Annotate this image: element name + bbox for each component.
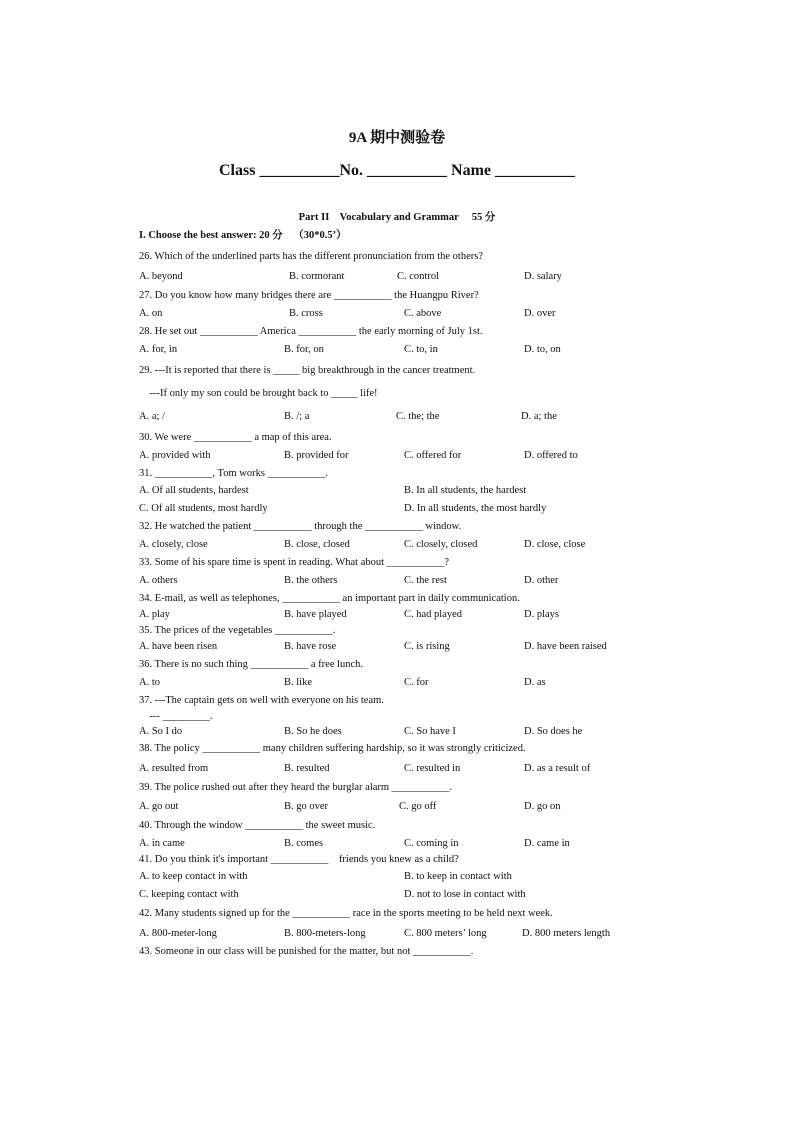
option: B. close, closed [284, 539, 350, 550]
question-stem: 28. He set out ___________ America ___________ the early morning of July 1st. [139, 326, 483, 337]
option: A. have been risen [139, 641, 218, 652]
option: A. others [139, 575, 178, 586]
question-stem: 39. The police rushed out after they heard the burglar alarm ___________. [139, 782, 453, 793]
option: C. for [404, 677, 429, 688]
option: B. cross [289, 308, 323, 319]
question-stem: 34. E-mail, as well as telephones, ___________ an important part in daily communication. [139, 593, 520, 604]
option: B. provided for [284, 450, 349, 461]
option: C. keeping contact with [139, 889, 239, 900]
option: A. to keep contact in with [139, 871, 248, 882]
option: C. is rising [404, 641, 450, 652]
option: A. to [139, 677, 160, 688]
question-stem: 41. Do you think it's important ___________ friends you knew as a child? [139, 854, 459, 865]
option: D. as a result of [524, 763, 591, 774]
question-stem: 27. Do you know how many bridges there are ___________ the Huangpu River? [139, 290, 479, 301]
option: D. offered to [524, 450, 578, 461]
option: B. In all students, the hardest [404, 485, 527, 496]
question-stem: 29. ---It is reported that there is _____ big breakthrough in the cancer treatment. [139, 365, 476, 376]
option: D. 800 meters length [522, 928, 611, 939]
option: C. to, in [404, 344, 438, 355]
option: C. offered for [404, 450, 462, 461]
option: A. 800-meter-long [139, 928, 217, 939]
option: D. not to lose in contact with [404, 889, 526, 900]
option: A. resulted from [139, 763, 209, 774]
option: B. the others [284, 575, 338, 586]
question-stem: 40. Through the window ___________ the sweet music. [139, 820, 376, 831]
option: D. other [524, 575, 559, 586]
question-stem: 30. We were ___________ a map of this area. [139, 432, 332, 443]
question-stem: 33. Some of his spare time is spent in reading. What about ___________? [139, 557, 450, 568]
option: C. go off [399, 801, 437, 812]
question-stem: 26. Which of the underlined parts has the different pronunciation from the others? [139, 251, 483, 262]
option: A. go out [139, 801, 179, 812]
option: B. So he does [284, 726, 342, 737]
option: C. control [397, 271, 439, 282]
option: C. had played [404, 609, 463, 620]
option: A. beyond [139, 271, 183, 282]
exam-title: 9A 期中测验卷 [348, 130, 446, 146]
option: D. close, close [524, 539, 586, 550]
option: D. as [524, 677, 546, 688]
option: A. So I do [139, 726, 183, 737]
question-stem: 32. He watched the patient ___________ through the ___________ window. [139, 521, 462, 532]
option: C. 800 meters’ long [404, 928, 487, 939]
option: A. play [139, 609, 170, 620]
student-info-line: Class __________No. __________ Name __________ [219, 162, 575, 179]
option: A. provided with [139, 450, 211, 461]
option: A. in came [139, 838, 185, 849]
option: D. came in [524, 838, 570, 849]
option: D. have been raised [524, 641, 607, 652]
question-stem: 37. ---The captain gets on well with everyone on his team. [139, 695, 384, 706]
part-heading: Part II Vocabulary and Grammar 55 分 [298, 212, 496, 223]
option: A. closely, close [139, 539, 208, 550]
option: B. have played [284, 609, 347, 620]
question-stem: 43. Someone in our class will be punished for the matter, but not ___________. [139, 946, 474, 957]
option: C. resulted in [404, 763, 461, 774]
option: B. go over [284, 801, 329, 812]
option: B. like [284, 677, 312, 688]
question-stem: 31. ___________, Tom works ___________. [139, 468, 328, 479]
option: D. go on [524, 801, 561, 812]
question-stem-continued: ---If only my son could be brought back to _____ life! [139, 388, 378, 399]
question-stem-continued: --- _________. [139, 711, 213, 722]
option: C. closely, closed [404, 539, 478, 550]
option: C. the rest [404, 575, 447, 586]
option: C. So have I [404, 726, 456, 737]
option: B. resulted [284, 763, 330, 774]
option: D. over [524, 308, 556, 319]
option: B. for, on [284, 344, 324, 355]
option: D. a; the [521, 411, 557, 422]
option: B. cormorant [289, 271, 345, 282]
option: C. above [404, 308, 442, 319]
option: D. So does he [524, 726, 583, 737]
option: A. for, in [139, 344, 178, 355]
option: C. Of all students, most hardly [139, 503, 268, 514]
question-stem: 38. The policy ___________ many children suffering hardship, so it was strongly criticized. [139, 743, 526, 754]
option: A. a; / [139, 411, 165, 422]
option: A. Of all students, hardest [139, 485, 249, 496]
option: D. In all students, the most hardly [404, 503, 547, 514]
question-stem: 36. There is no such thing ___________ a free lunch. [139, 659, 364, 670]
option: C. the; the [396, 411, 440, 422]
option: B. 800-meters-long [284, 928, 366, 939]
option: D. salary [524, 271, 562, 282]
question-stem: 42. Many students signed up for the ___________ race in the sports meeting to be held next week. [139, 908, 553, 919]
option: B. have rose [284, 641, 337, 652]
option: C. coming in [404, 838, 459, 849]
option: B. comes [284, 838, 324, 849]
question-stem: 35. The prices of the vegetables ___________. [139, 625, 336, 636]
option: A. on [139, 308, 163, 319]
option: B. to keep in contact with [404, 871, 512, 882]
option: D. to, on [524, 344, 561, 355]
section-heading: I. Choose the best answer: 20 分 （30*0.5’） [139, 230, 347, 241]
option: D. plays [524, 609, 559, 620]
option: B. /; a [284, 411, 310, 422]
